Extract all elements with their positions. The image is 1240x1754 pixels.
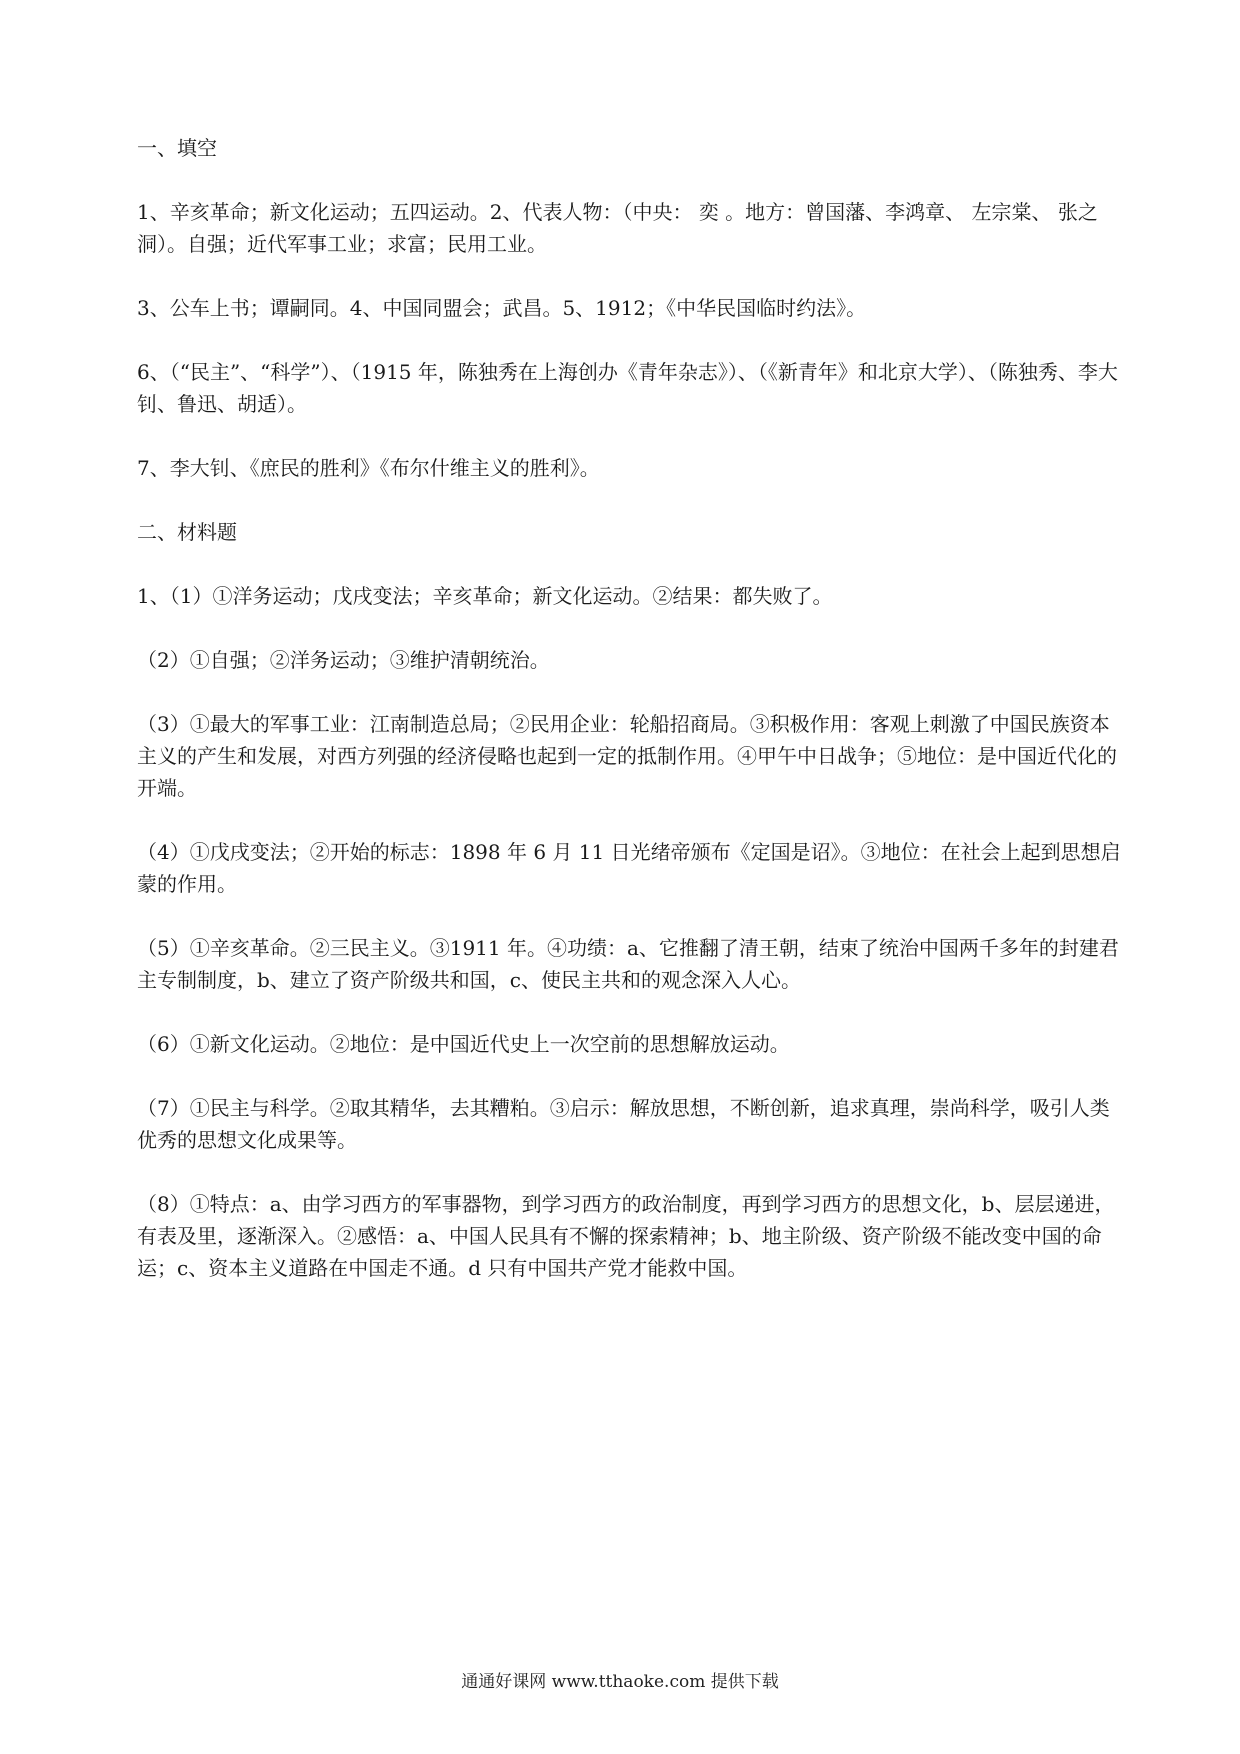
answer-paragraph: 1、辛亥革命；新文化运动；五四运动。2、代表人物：（中央： 奕 。地方：曾国藩、李鸿章、 左宗棠、 张之洞）。自强；近代军事工业；求富；民用工业。 — [137, 200, 1098, 256]
answer-paragraph: （2）①自强；②洋务运动；③维护清朝统治。 — [137, 648, 550, 672]
answer-paragraph: （6）①新文化运动。②地位：是中国近代史上一次空前的思想解放运动。 — [137, 1032, 790, 1056]
section-heading-fill-blank: 一、填空 — [137, 136, 217, 160]
answer-paragraph: （5）①辛亥革命。②三民主义。③1911 年。④功绩：a、它推翻了清王朝，结束了统治中国两千多年的封建君主专制制度，b、建立了资产阶级共和国，c、使民主共和的观念深入人心。 — [137, 936, 1119, 992]
answer-paragraph: （7）①民主与科学。②取其精华，去其糟粕。③启示：解放思想，不断创新，追求真理，崇尚科学，吸引人类优秀的思想文化成果等。 — [137, 1096, 1110, 1152]
answer-paragraph: 7、李大钊、《庶民的胜利》《布尔什维主义的胜利》。 — [137, 456, 600, 480]
answer-paragraph: （4）①戊戌变法；②开始的标志：1898 年 6 月 11 日光绪帝颁布《定国是诏》。③地位：在社会上起到思想启蒙的作用。 — [137, 840, 1121, 896]
answer-paragraph: （3）①最大的军事工业：江南制造总局；②民用企业：轮船招商局。③积极作用：客观上刺激了中国民族资本主义的产生和发展，对西方列强的经济侵略也起到一定的抵制作用。④甲午中日战争；⑤地位：是中国近代化的开端。 — [137, 712, 1117, 800]
answer-paragraph: 3、公车上书；谭嗣同。4、中国同盟会；武昌。5、1912；《中华民国临时约法》。 — [137, 296, 867, 320]
answer-paragraph: 6、（“民主”、“科学”）、（1915 年，陈独秀在上海创办《青年杂志》）、（《新青年》和北京大学）、（陈独秀、李大钊、鲁迅、胡适）。 — [137, 360, 1118, 416]
answer-paragraph: （8）①特点：a、由学习西方的军事器物，到学习西方的政治制度，再到学习西方的思想文化，b、层层递进，有表及里，逐渐深入。②感悟：a、中国人民具有不懈的探索精神；b、地主阶级、资产阶级不能改变中国的命运；c、资本主义道路在中国走不通。d 只有中国共产党才能救中国。 — [137, 1192, 1115, 1280]
section-heading-material: 二、材料题 — [137, 520, 237, 544]
page-footer: 通通好课网 www.tthaoke.com 提供下载 — [461, 1672, 779, 1692]
answer-content — [137, 132, 1123, 1316]
answer-paragraph: 1、（1）①洋务运动；戊戌变法；辛亥革命；新文化运动。②结果：都失败了。 — [137, 584, 833, 608]
